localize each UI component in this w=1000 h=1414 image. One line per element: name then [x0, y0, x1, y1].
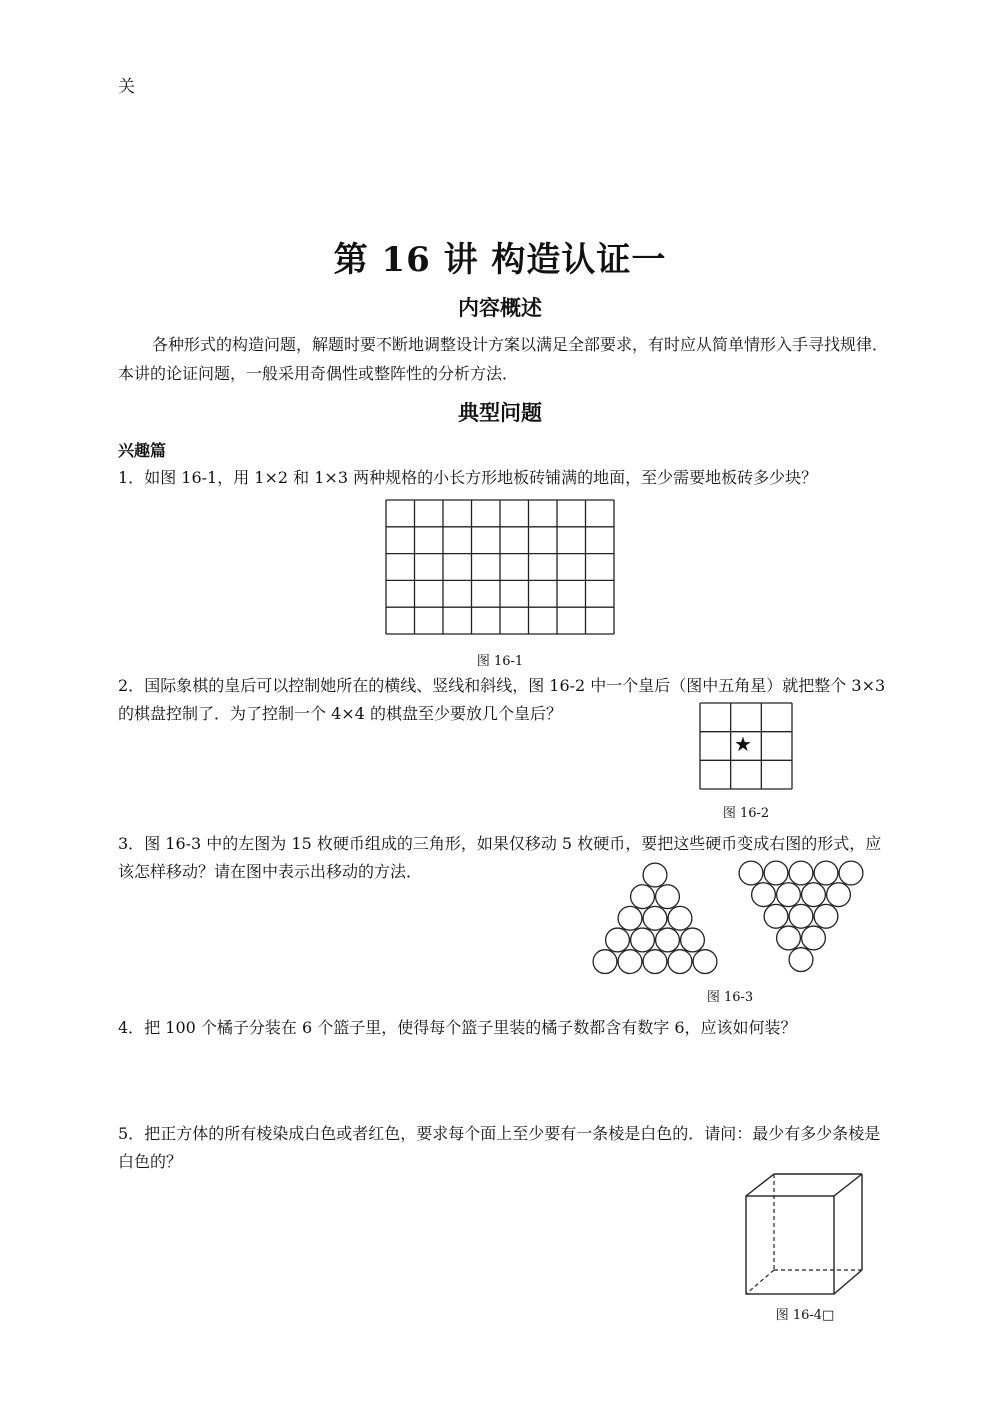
- question-4: [118, 1014, 888, 1042]
- question-number: 5．: [118, 1124, 145, 1143]
- question-5: [118, 1120, 888, 1176]
- coin: [839, 861, 863, 885]
- coin: [618, 950, 642, 974]
- coin: [643, 863, 667, 887]
- coin: [764, 861, 788, 885]
- coin: [668, 950, 692, 974]
- coin: [789, 904, 813, 928]
- page-title: 第 16 讲 构造认证一: [333, 240, 667, 280]
- question-text: 把正方体的所有棱染成白色或者红色，要求每个面上至少要有一条棱是白色的．请问：最少有多少条棱是白色的？: [118, 1124, 881, 1171]
- figure-16-3-coins: [590, 855, 870, 975]
- coins-left-triangle: [593, 863, 717, 973]
- coin: [656, 928, 680, 952]
- coin: [789, 948, 813, 972]
- coin: [802, 883, 826, 907]
- coin: [789, 861, 813, 885]
- overview-heading: 内容概述: [458, 295, 542, 320]
- coin: [643, 950, 667, 974]
- coin: [656, 885, 680, 909]
- question-number: 2．: [118, 676, 145, 695]
- coin: [606, 928, 630, 952]
- question-text: 如图 16-1，用 1×2 和 1×3 两种规格的小长方形地板砖铺满的地面，至少需要地板砖多少块？: [144, 468, 818, 487]
- typical-heading: 典型问题: [458, 400, 542, 425]
- coin: [643, 906, 667, 930]
- coin: [802, 926, 826, 950]
- coin: [693, 950, 717, 974]
- coin: [593, 950, 617, 974]
- question-text: 图 16-3 中的左图为 15 枚硬币组成的三角形，如果仅移动 5 枚硬币，要把这些硬币变成右图的形式，应该怎样移动？请在图中表示出移动的方法．: [118, 834, 882, 881]
- coin: [618, 906, 642, 930]
- coin: [739, 861, 763, 885]
- figure-16-3-caption: 图 16-3: [706, 990, 754, 1005]
- coin: [631, 885, 655, 909]
- question-text: 把 100 个橘子分装在 6 个篮子里，使得每个篮子里装的橘子数都含有数字 6，应该如何装？: [144, 1018, 797, 1037]
- coin: [764, 904, 788, 928]
- coin: [777, 883, 801, 907]
- question-number: 1．: [118, 468, 145, 487]
- question-number: 4．: [118, 1018, 145, 1037]
- coin: [814, 904, 838, 928]
- figure-16-1-grid: [385, 499, 615, 635]
- coin: [631, 928, 655, 952]
- coin: [814, 861, 838, 885]
- overview-text: 各种形式的构造问题，解题时要不断地调整设计方案以满足全部要求，有时应从简单情形入手寻找规律．本讲的论证问题，一般采用奇偶性或整阵性的分析方法．: [118, 335, 889, 383]
- coin: [681, 928, 705, 952]
- figure-16-2-caption: 图 16-2: [722, 806, 770, 821]
- corner-mark: 关: [118, 77, 135, 97]
- section-label: 兴趣篇: [118, 441, 167, 460]
- figure-16-4-cube: [740, 1170, 870, 1300]
- coin: [752, 883, 776, 907]
- queen-star-icon: ★: [734, 732, 752, 756]
- coins-right-triangle: [739, 861, 863, 971]
- question-number: 3．: [118, 834, 145, 853]
- question-1: [118, 464, 888, 492]
- coin: [777, 926, 801, 950]
- coin: [668, 906, 692, 930]
- figure-16-1-caption: 图 16-1: [476, 654, 524, 669]
- figure-16-4-caption: 图 16-4□: [775, 1308, 835, 1323]
- coin: [827, 883, 851, 907]
- question-text: 国际象棋的皇后可以控制她所在的横线、竖线和斜线，图 16-2 中一个皇后（图中五角星）就把整个 3×3 的棋盘控制了．为了控制一个 4×4 的棋盘至少要放几个皇后？: [118, 676, 886, 723]
